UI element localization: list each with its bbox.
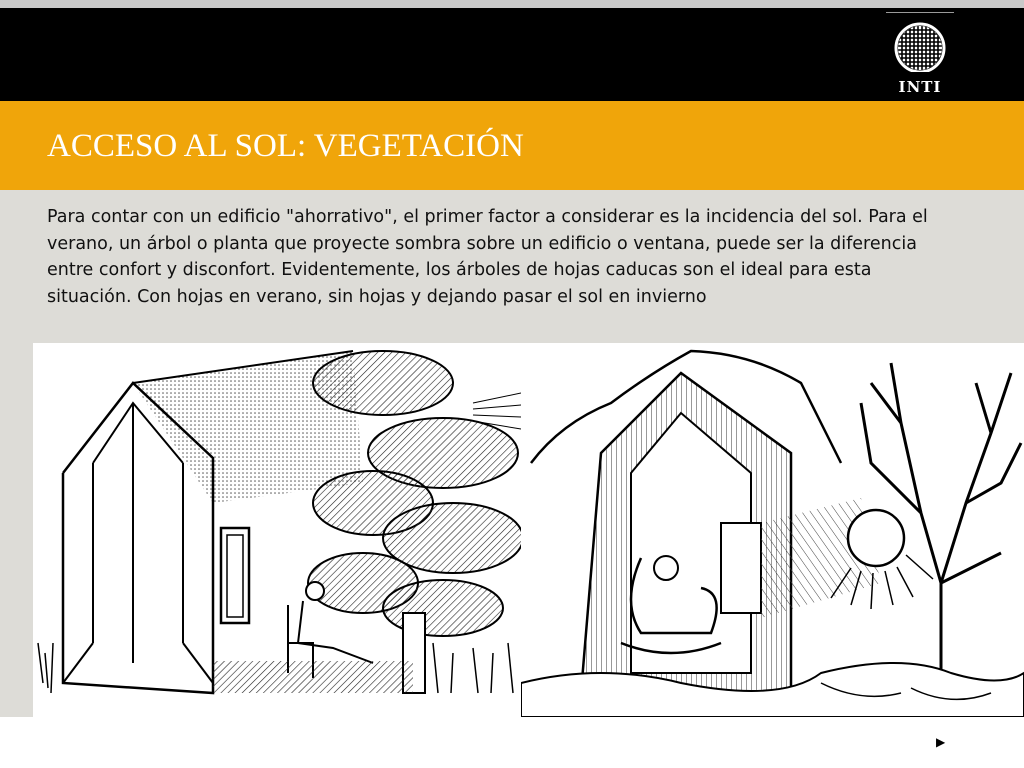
slide-paragraph: Para contar con un edificio "ahorrativo", el primer factor a considerar es la incidencia del sol. Para el verano, un árbol o planta que proyecte sombra sobre un edificio o ventana, puede ser la diferencia entre confort y disconfort. Evidentemente, los árboles de hojas caducas son el ideal para esta situación. Con hojas en verano, sin hojas y dejando pasar el sol en invierno [47, 207, 928, 307]
slide-title: ACCESO AL SOL: VEGETACIÓN [47, 128, 524, 164]
summer-illustration [33, 343, 521, 717]
logo-text: INTI [898, 78, 942, 96]
house-with-bare-tree-drawing [521, 343, 1024, 717]
logo-rule [886, 12, 954, 13]
header-bar [0, 8, 1024, 101]
winter-illustration [521, 343, 1024, 717]
globe-grid-icon [886, 12, 954, 72]
top-rule [0, 0, 1024, 8]
inti-logo [886, 12, 954, 100]
house-with-leafy-tree-drawing [33, 343, 521, 717]
next-slide-arrow-icon[interactable]: ▶ [936, 735, 946, 749]
